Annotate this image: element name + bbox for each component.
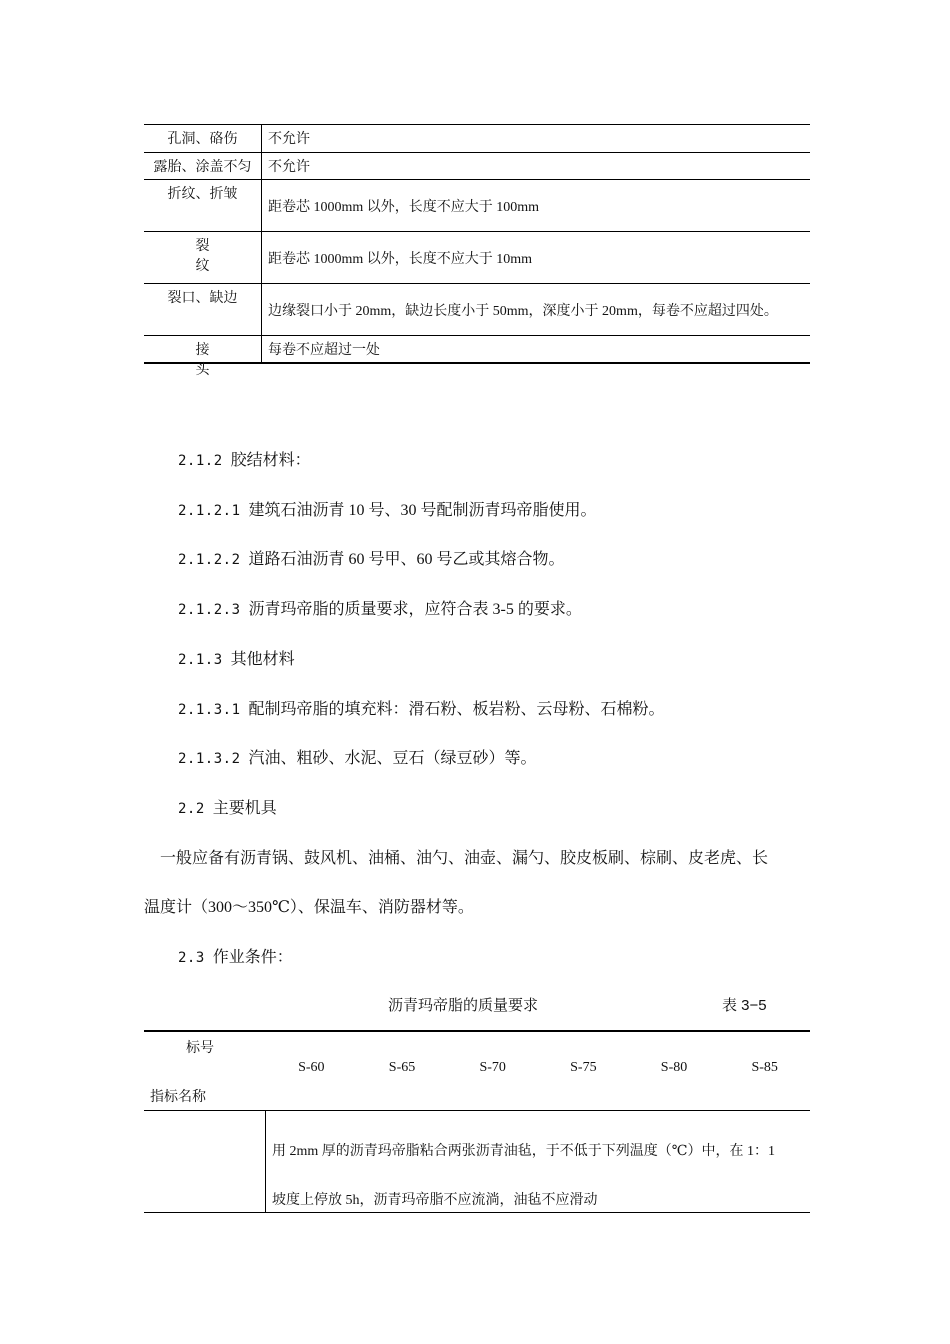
section-text: 其他材料 (230, 651, 295, 668)
section-number: 2.1.2.2 (178, 552, 241, 568)
indicator-name-cell (144, 1111, 266, 1212)
section-number: 2.1.3.2 (178, 751, 241, 767)
defect-requirement: 距卷芯 1000mm 以外，长度不应大于 100mm (268, 199, 540, 215)
table-row (144, 232, 810, 284)
grade-label: S-60 (298, 1060, 325, 1075)
table-row (144, 180, 810, 232)
section-text: 胶结材料： (230, 452, 311, 469)
header-indicator-label: 指标名称 (150, 1090, 206, 1105)
header-grade-label: 标号 (186, 1041, 214, 1056)
section-text: 沥青玛帝脂的质量要求，应符合表 3-5 的要求。 (248, 601, 582, 618)
table-row (144, 336, 810, 378)
defect-requirement: 不允许 (268, 160, 310, 175)
table-header (144, 1030, 810, 1111)
grade-label: S-75 (570, 1060, 597, 1075)
quality-table (144, 1030, 810, 1213)
section-text: 道路石油沥青 60 号甲、60 号乙或其熔合物。 (248, 551, 565, 568)
grade-label: S-65 (388, 1060, 416, 1075)
table-row (144, 1111, 810, 1213)
tools-paragraph-line: 温度计（300～350℃）、保温车、消防器材等。 (144, 899, 474, 916)
section-heading (178, 447, 311, 470)
table-row (144, 125, 810, 153)
table-number: 表 3−5 (722, 997, 767, 1014)
defect-name: 接头 (144, 336, 262, 362)
section-number: 2.1.3.1 (178, 702, 241, 718)
paragraph (178, 546, 565, 569)
section-text: 建筑石油沥青 10 号、30 号配制沥青玛帝脂使用。 (248, 502, 597, 519)
section-text: 作业条件： (212, 949, 293, 966)
defect-name: 折纹、折皱 (144, 180, 262, 231)
indicator-description (272, 1127, 775, 1225)
grade-label: S-85 (751, 1060, 778, 1075)
grade-columns (266, 1060, 810, 1076)
defect-requirement: 不允许 (268, 132, 310, 147)
section-number: 2.1.2.1 (178, 503, 241, 519)
grade-label: S-70 (479, 1060, 506, 1075)
grade-label: S-80 (660, 1060, 688, 1075)
paragraph (178, 696, 665, 719)
section-number: 2.2 (178, 801, 205, 817)
defect-requirement: 边缘裂口小于 20mm，缺边长度小于 50mm，深度小于 20mm，每卷不应超过四处。 (268, 303, 778, 319)
defect-requirement: 每卷不应超过一处 (268, 343, 380, 358)
paragraph (178, 745, 537, 768)
description-line: 用 2mm 厚的沥青玛帝脂粘合两张沥青油毡，于不低于下列温度（℃）中，在 1：1 (272, 1144, 775, 1159)
section-number: 2.1.2 (178, 453, 223, 469)
tools-paragraph-line: 一般应备有沥青锅、鼓风机、油桶、油勺、油壶、漏勺、胶皮板刷、棕刷、皮老虎、长 (160, 850, 769, 867)
section-number: 2.1.2.3 (178, 602, 241, 618)
defect-name: 裂纹 (144, 232, 262, 283)
paragraph (178, 497, 597, 520)
description-line: 坡度上停放 5h，沥青玛帝脂不应流淌，油毡不应滑动 (272, 1193, 598, 1208)
table-row (144, 284, 810, 336)
table-row (144, 153, 810, 180)
defect-name: 露胎、涂盖不匀 (144, 153, 262, 179)
defect-requirement: 距卷芯 1000mm 以外，长度不应大于 10mm (268, 251, 533, 267)
section-text: 汽油、粗砂、水泥、豆石（绿豆砂）等。 (248, 750, 537, 767)
defect-name: 裂口、缺边 (144, 284, 262, 335)
section-heading (178, 795, 277, 818)
section-text: 主要机具 (212, 800, 277, 817)
defect-name: 孔洞、硌伤 (144, 125, 262, 152)
paragraph (178, 596, 582, 619)
section-text: 配制玛帝脂的填充料：滑石粉、板岩粉、云母粉、石棉粉。 (248, 701, 665, 718)
section-number: 2.1.3 (178, 652, 223, 668)
section-heading (178, 944, 293, 967)
section-heading (178, 646, 295, 669)
table-title: 沥青玛帝脂的质量要求 (388, 997, 539, 1014)
section-number: 2.3 (178, 950, 205, 966)
defects-table (144, 124, 810, 378)
